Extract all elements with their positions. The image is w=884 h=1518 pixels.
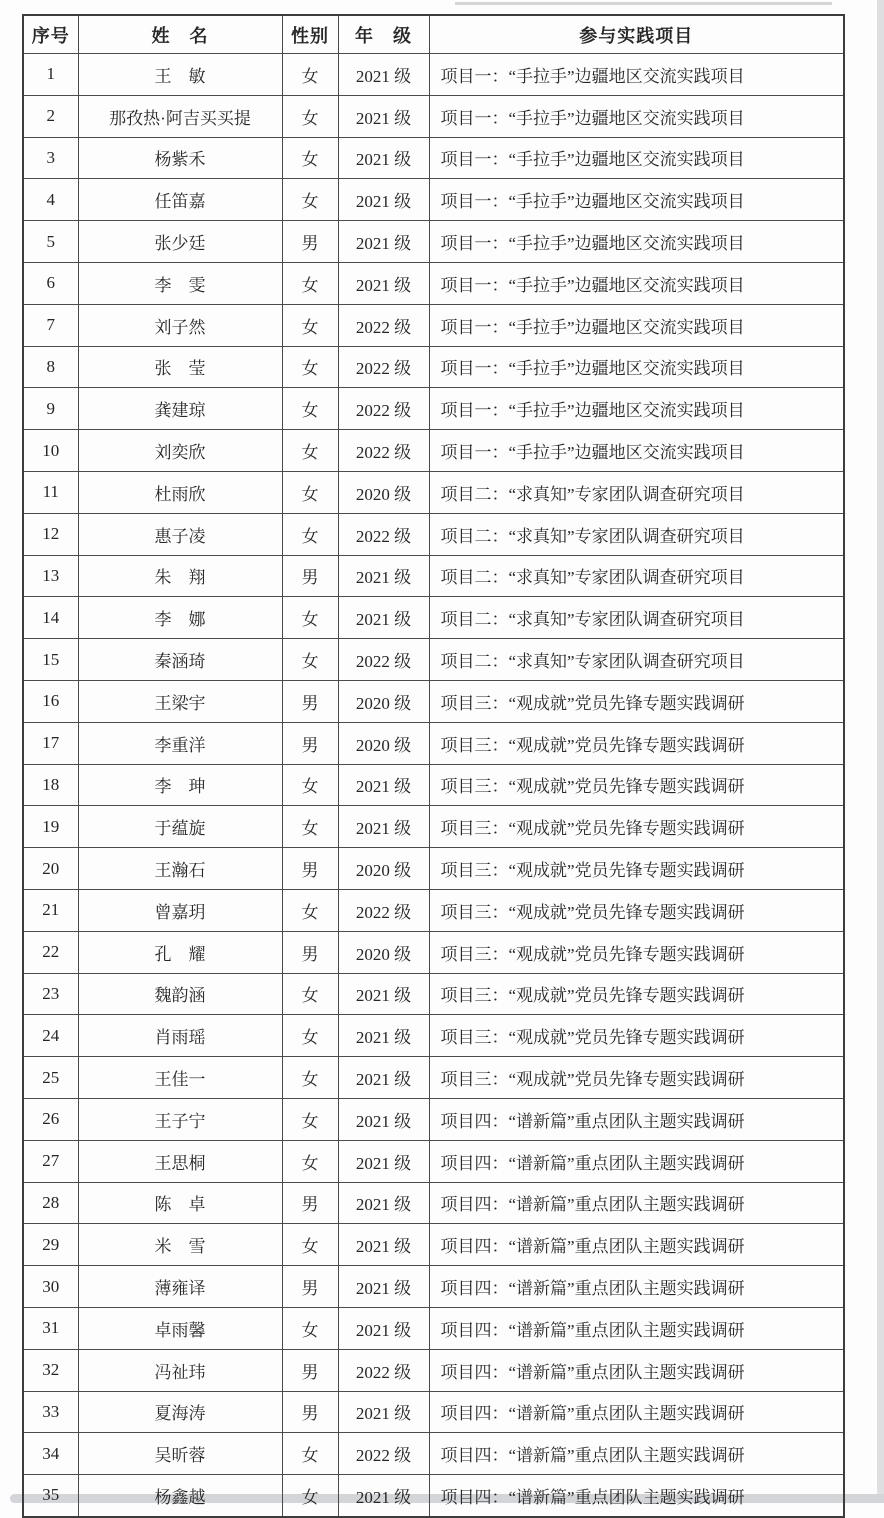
cell-serial-number: 19 (23, 806, 78, 848)
cell-gender: 男 (282, 1182, 338, 1224)
cell-grade: 2020 级 (338, 680, 429, 722)
table-row (23, 1475, 844, 1517)
cell-name: 孔 耀 (78, 931, 282, 973)
cell-grade: 2021 级 (338, 806, 429, 848)
cell-project: 项目一：“手拉手”边疆地区交流实践项目 (429, 179, 844, 221)
cell-serial-number: 2 (23, 95, 78, 137)
cell-serial-number: 35 (23, 1475, 78, 1517)
cell-grade: 2021 级 (338, 179, 429, 221)
table-row (23, 1307, 844, 1349)
cell-serial-number: 32 (23, 1349, 78, 1391)
table-row (23, 848, 844, 890)
table-row (23, 1433, 844, 1475)
cell-project: 项目四：“谱新篇”重点团队主题实践调研 (429, 1349, 844, 1391)
cell-serial-number: 15 (23, 639, 78, 681)
table-row (23, 54, 844, 96)
cell-grade: 2021 级 (338, 1266, 429, 1308)
cell-name: 龚建琼 (78, 388, 282, 430)
cell-name: 王瀚石 (78, 848, 282, 890)
cell-name: 杜雨欣 (78, 471, 282, 513)
cell-grade: 2021 级 (338, 1098, 429, 1140)
cell-gender: 男 (282, 1391, 338, 1433)
header-serial-number: 序号 (23, 15, 78, 54)
cell-gender: 女 (282, 1098, 338, 1140)
table-row (23, 764, 844, 806)
cell-gender: 女 (282, 54, 338, 96)
cell-name: 魏韵涵 (78, 973, 282, 1015)
cell-grade: 2021 级 (338, 1015, 429, 1057)
cell-gender: 女 (282, 1433, 338, 1475)
cell-name: 张少廷 (78, 221, 282, 263)
cell-grade: 2022 级 (338, 1349, 429, 1391)
page-right-edge (877, 0, 884, 1503)
cell-serial-number: 20 (23, 848, 78, 890)
cell-gender: 女 (282, 471, 338, 513)
cell-name: 杨鑫越 (78, 1475, 282, 1517)
table-row (23, 471, 844, 513)
cell-project: 项目三：“观成就”党员先锋专题实践调研 (429, 973, 844, 1015)
cell-gender: 男 (282, 722, 338, 764)
cell-grade: 2021 级 (338, 95, 429, 137)
cell-name: 任笛嘉 (78, 179, 282, 221)
table-row (23, 262, 844, 304)
table-row (23, 889, 844, 931)
cell-serial-number: 34 (23, 1433, 78, 1475)
cell-serial-number: 3 (23, 137, 78, 179)
cell-project: 项目二：“求真知”专家团队调查研究项目 (429, 639, 844, 681)
table-row (23, 639, 844, 681)
cell-serial-number: 22 (23, 931, 78, 973)
cell-gender: 女 (282, 1307, 338, 1349)
cell-grade: 2021 级 (338, 1182, 429, 1224)
table-header-row (23, 15, 844, 54)
cell-serial-number: 26 (23, 1098, 78, 1140)
cell-project: 项目一：“手拉手”边疆地区交流实践项目 (429, 262, 844, 304)
cell-project: 项目一：“手拉手”边疆地区交流实践项目 (429, 346, 844, 388)
cell-serial-number: 21 (23, 889, 78, 931)
cell-project: 项目三：“观成就”党员先锋专题实践调研 (429, 1057, 844, 1099)
cell-project: 项目三：“观成就”党员先锋专题实践调研 (429, 889, 844, 931)
cell-project: 项目三：“观成就”党员先锋专题实践调研 (429, 1015, 844, 1057)
cell-serial-number: 25 (23, 1057, 78, 1099)
table-row (23, 1057, 844, 1099)
table-row (23, 806, 844, 848)
cell-serial-number: 24 (23, 1015, 78, 1057)
cell-gender: 男 (282, 555, 338, 597)
cell-serial-number: 11 (23, 471, 78, 513)
cell-project: 项目二：“求真知”专家团队调查研究项目 (429, 597, 844, 639)
cell-name: 肖雨瑶 (78, 1015, 282, 1057)
cell-serial-number: 31 (23, 1307, 78, 1349)
cell-project: 项目四：“谱新篇”重点团队主题实践调研 (429, 1224, 844, 1266)
cell-name: 王佳一 (78, 1057, 282, 1099)
cell-gender: 女 (282, 1224, 338, 1266)
table-row (23, 1224, 844, 1266)
table-row (23, 1015, 844, 1057)
cell-gender: 男 (282, 931, 338, 973)
cell-name: 于蕴旋 (78, 806, 282, 848)
cell-name: 李 娜 (78, 597, 282, 639)
table-row (23, 179, 844, 221)
cell-name: 卓雨馨 (78, 1307, 282, 1349)
cell-name: 米 雪 (78, 1224, 282, 1266)
cell-gender: 女 (282, 764, 338, 806)
cell-project: 项目四：“谱新篇”重点团队主题实践调研 (429, 1307, 844, 1349)
cell-project: 项目一：“手拉手”边疆地区交流实践项目 (429, 388, 844, 430)
cell-grade: 2022 级 (338, 304, 429, 346)
header-name: 姓 名 (78, 15, 282, 54)
cell-grade: 2021 级 (338, 54, 429, 96)
cell-grade: 2021 级 (338, 1307, 429, 1349)
cell-grade: 2021 级 (338, 1391, 429, 1433)
cell-name: 朱 翔 (78, 555, 282, 597)
cell-gender: 女 (282, 95, 338, 137)
cell-serial-number: 33 (23, 1391, 78, 1433)
cell-serial-number: 27 (23, 1140, 78, 1182)
cell-gender: 女 (282, 973, 338, 1015)
cell-serial-number: 8 (23, 346, 78, 388)
cell-project: 项目三：“观成就”党员先锋专题实践调研 (429, 931, 844, 973)
cell-grade: 2021 级 (338, 1140, 429, 1182)
cell-grade: 2020 级 (338, 471, 429, 513)
table-row (23, 1182, 844, 1224)
cell-project: 项目二：“求真知”专家团队调查研究项目 (429, 513, 844, 555)
cell-name: 张 莹 (78, 346, 282, 388)
cell-serial-number: 29 (23, 1224, 78, 1266)
cell-project: 项目三：“观成就”党员先锋专题实践调研 (429, 722, 844, 764)
cell-serial-number: 7 (23, 304, 78, 346)
cell-gender: 女 (282, 806, 338, 848)
cell-project: 项目一：“手拉手”边疆地区交流实践项目 (429, 95, 844, 137)
cell-gender: 女 (282, 1057, 338, 1099)
cell-grade: 2022 级 (338, 889, 429, 931)
cell-grade: 2020 级 (338, 848, 429, 890)
cell-gender: 女 (282, 430, 338, 472)
cell-gender: 女 (282, 179, 338, 221)
table-row (23, 304, 844, 346)
cell-serial-number: 14 (23, 597, 78, 639)
table-row (23, 221, 844, 263)
table-row (23, 388, 844, 430)
table-row (23, 1140, 844, 1182)
cell-project: 项目四：“谱新篇”重点团队主题实践调研 (429, 1391, 844, 1433)
cell-name: 惠子凌 (78, 513, 282, 555)
cell-name: 曾嘉玥 (78, 889, 282, 931)
table-body (23, 54, 844, 1517)
cell-grade: 2021 级 (338, 764, 429, 806)
table-row (23, 931, 844, 973)
header-grade: 年 级 (338, 15, 429, 54)
cell-grade: 2021 级 (338, 1224, 429, 1266)
cell-gender: 女 (282, 639, 338, 681)
cell-serial-number: 10 (23, 430, 78, 472)
table-row (23, 95, 844, 137)
cell-serial-number: 17 (23, 722, 78, 764)
cell-grade: 2022 级 (338, 388, 429, 430)
cell-grade: 2021 级 (338, 555, 429, 597)
table-row (23, 597, 844, 639)
table-row (23, 1266, 844, 1308)
cell-grade: 2021 级 (338, 1057, 429, 1099)
practice-roster-table (22, 14, 845, 1518)
table-row (23, 513, 844, 555)
table-row (23, 430, 844, 472)
table-row (23, 722, 844, 764)
cell-name: 陈 卓 (78, 1182, 282, 1224)
cell-serial-number: 5 (23, 221, 78, 263)
cell-name: 刘奕欣 (78, 430, 282, 472)
cell-project: 项目四：“谱新篇”重点团队主题实践调研 (429, 1475, 844, 1517)
cell-name: 王思桐 (78, 1140, 282, 1182)
cell-grade: 2020 级 (338, 931, 429, 973)
cell-project: 项目一：“手拉手”边疆地区交流实践项目 (429, 304, 844, 346)
cell-grade: 2022 级 (338, 513, 429, 555)
table-row (23, 1098, 844, 1140)
cell-project: 项目二：“求真知”专家团队调查研究项目 (429, 555, 844, 597)
cell-name: 刘子然 (78, 304, 282, 346)
cell-gender: 女 (282, 388, 338, 430)
cell-gender: 男 (282, 1266, 338, 1308)
cell-gender: 女 (282, 597, 338, 639)
header-gender: 性别 (282, 15, 338, 54)
cell-gender: 女 (282, 262, 338, 304)
cell-serial-number: 30 (23, 1266, 78, 1308)
cell-grade: 2021 级 (338, 1475, 429, 1517)
cell-project: 项目四：“谱新篇”重点团队主题实践调研 (429, 1098, 844, 1140)
cell-project: 项目三：“观成就”党员先锋专题实践调研 (429, 680, 844, 722)
cell-name: 薄雍译 (78, 1266, 282, 1308)
cell-name: 夏海涛 (78, 1391, 282, 1433)
cell-project: 项目四：“谱新篇”重点团队主题实践调研 (429, 1266, 844, 1308)
cell-name: 王梁宇 (78, 680, 282, 722)
cell-name: 杨紫禾 (78, 137, 282, 179)
cell-project: 项目三：“观成就”党员先锋专题实践调研 (429, 764, 844, 806)
header-project: 参与实践项目 (429, 15, 844, 54)
cell-project: 项目三：“观成就”党员先锋专题实践调研 (429, 848, 844, 890)
cell-serial-number: 18 (23, 764, 78, 806)
table-row (23, 1391, 844, 1433)
scan-edge-line (455, 2, 832, 5)
cell-name: 李 雯 (78, 262, 282, 304)
cell-grade: 2021 级 (338, 221, 429, 263)
cell-grade: 2021 级 (338, 597, 429, 639)
table-row (23, 1349, 844, 1391)
cell-serial-number: 28 (23, 1182, 78, 1224)
cell-project: 项目一：“手拉手”边疆地区交流实践项目 (429, 137, 844, 179)
cell-name: 李 珅 (78, 764, 282, 806)
cell-grade: 2022 级 (338, 1433, 429, 1475)
cell-serial-number: 9 (23, 388, 78, 430)
cell-name: 王 敏 (78, 54, 282, 96)
cell-serial-number: 13 (23, 555, 78, 597)
cell-serial-number: 12 (23, 513, 78, 555)
cell-project: 项目一：“手拉手”边疆地区交流实践项目 (429, 221, 844, 263)
cell-gender: 男 (282, 221, 338, 263)
cell-name: 那孜热·阿吉买买提 (78, 95, 282, 137)
cell-serial-number: 16 (23, 680, 78, 722)
cell-gender: 女 (282, 1140, 338, 1182)
cell-grade: 2021 级 (338, 137, 429, 179)
cell-gender: 男 (282, 848, 338, 890)
cell-project: 项目一：“手拉手”边疆地区交流实践项目 (429, 54, 844, 96)
cell-serial-number: 23 (23, 973, 78, 1015)
table-row (23, 137, 844, 179)
cell-gender: 男 (282, 680, 338, 722)
cell-serial-number: 1 (23, 54, 78, 96)
cell-gender: 女 (282, 346, 338, 388)
cell-name: 冯祉玮 (78, 1349, 282, 1391)
cell-project: 项目三：“观成就”党员先锋专题实践调研 (429, 806, 844, 848)
cell-serial-number: 6 (23, 262, 78, 304)
cell-name: 王子宁 (78, 1098, 282, 1140)
cell-grade: 2022 级 (338, 346, 429, 388)
cell-name: 李重洋 (78, 722, 282, 764)
cell-project: 项目二：“求真知”专家团队调查研究项目 (429, 471, 844, 513)
cell-project: 项目四：“谱新篇”重点团队主题实践调研 (429, 1140, 844, 1182)
table-row (23, 346, 844, 388)
cell-grade: 2021 级 (338, 973, 429, 1015)
cell-name: 秦涵琦 (78, 639, 282, 681)
table-row (23, 555, 844, 597)
cell-name: 吴昕蓉 (78, 1433, 282, 1475)
cell-grade: 2021 级 (338, 262, 429, 304)
cell-serial-number: 4 (23, 179, 78, 221)
table-row (23, 973, 844, 1015)
cell-project: 项目四：“谱新篇”重点团队主题实践调研 (429, 1433, 844, 1475)
cell-project: 项目四：“谱新篇”重点团队主题实践调研 (429, 1182, 844, 1224)
cell-gender: 女 (282, 304, 338, 346)
cell-gender: 女 (282, 889, 338, 931)
cell-gender: 女 (282, 1475, 338, 1517)
table-row (23, 680, 844, 722)
cell-gender: 女 (282, 137, 338, 179)
cell-gender: 女 (282, 1015, 338, 1057)
cell-grade: 2022 级 (338, 430, 429, 472)
cell-project: 项目一：“手拉手”边疆地区交流实践项目 (429, 430, 844, 472)
cell-grade: 2022 级 (338, 639, 429, 681)
cell-gender: 男 (282, 1349, 338, 1391)
cell-gender: 女 (282, 513, 338, 555)
cell-grade: 2020 级 (338, 722, 429, 764)
